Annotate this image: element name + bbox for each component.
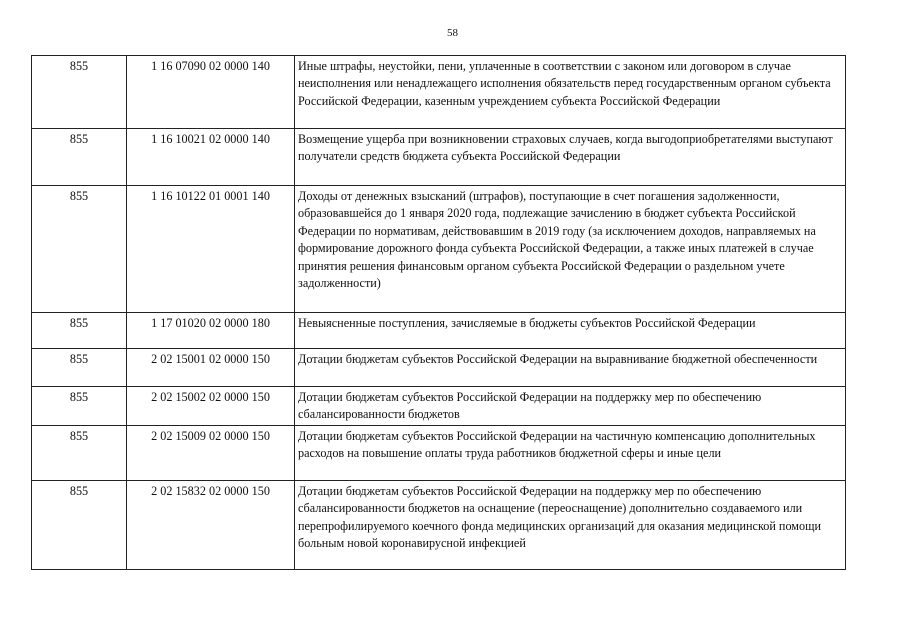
revenue-code-cell: 2 02 15832 02 0000 150 bbox=[127, 480, 295, 569]
table-row bbox=[32, 349, 846, 387]
revenue-code-cell: 2 02 15002 02 0000 150 bbox=[127, 387, 295, 426]
table-row bbox=[32, 186, 846, 313]
revenue-name-cell: Невыясненные поступления, зачисляемые в бюджеты субъектов Российской Федерации bbox=[295, 313, 846, 349]
budget-revenue-table bbox=[31, 55, 846, 570]
revenue-code-cell: 1 17 01020 02 0000 180 bbox=[127, 313, 295, 349]
table-row bbox=[32, 387, 846, 426]
revenue-name-cell: Дотации бюджетам субъектов Российской Федерации на выравнивание бюджетной обеспеченности bbox=[295, 349, 846, 387]
admin-code-cell: 855 bbox=[32, 387, 127, 426]
revenue-name-cell: Дотации бюджетам субъектов Российской Федерации на частичную компенсацию дополнительных расходов на повышение оплаты труда работников бюджетной сферы и иные цели bbox=[295, 425, 846, 480]
table-row bbox=[32, 129, 846, 186]
revenue-name-cell: Возмещение ущерба при возникновении страховых случаев, когда выгодоприобретателями выступают получатели средств бюджета субъекта Российской Федерации bbox=[295, 129, 846, 186]
revenue-name-cell: Иные штрафы, неустойки, пени, уплаченные в соответствии с законом или договором в случае неисполнения или ненадлежащего исполнения обязательств перед государственным органом субъекта Российской Федерации, казенным учреждением субъекта Российской Федерации bbox=[295, 56, 846, 129]
revenue-name-cell: Дотации бюджетам субъектов Российской Федерации на поддержку мер по обеспечению сбалансированности бюджетов bbox=[295, 387, 846, 426]
revenue-code-cell: 1 16 10021 02 0000 140 bbox=[127, 129, 295, 186]
page-number: 58 bbox=[447, 27, 458, 39]
admin-code-cell: 855 bbox=[32, 349, 127, 387]
admin-code-cell: 855 bbox=[32, 425, 127, 480]
table-row bbox=[32, 313, 846, 349]
admin-code-cell: 855 bbox=[32, 186, 127, 313]
revenue-name-cell: Дотации бюджетам субъектов Российской Федерации на поддержку мер по обеспечению сбалансированности бюджетов на оснащение (переоснащение) дополнительно создаваемого или перепрофилируемого коечного фонда медицинских организаций для оказания медицинской помощи больным новой коронавирусной инфекцией bbox=[295, 480, 846, 569]
revenue-name-cell: Доходы от денежных взысканий (штрафов), поступающие в счет погашения задолженности, образовавшейся до 1 января 2020 года, подлежащие зачислению в бюджет субъекта Российской Федерации по нормативам, действовавшим в 2019 году (за исключением доходов, направляемых на формирование дорожного фонда субъекта Российской Федерации, а также иных платежей в случае принятия решения финансовым органом субъекта Российской Федерации о раздельном учете задолженности) bbox=[295, 186, 846, 313]
table-row bbox=[32, 56, 846, 129]
admin-code-cell: 855 bbox=[32, 129, 127, 186]
revenue-code-cell: 2 02 15009 02 0000 150 bbox=[127, 425, 295, 480]
table-row bbox=[32, 480, 846, 569]
admin-code-cell: 855 bbox=[32, 480, 127, 569]
admin-code-cell: 855 bbox=[32, 313, 127, 349]
table-row bbox=[32, 425, 846, 480]
revenue-code-cell: 1 16 10122 01 0001 140 bbox=[127, 186, 295, 313]
revenue-code-cell: 2 02 15001 02 0000 150 bbox=[127, 349, 295, 387]
revenue-code-cell: 1 16 07090 02 0000 140 bbox=[127, 56, 295, 129]
admin-code-cell: 855 bbox=[32, 56, 127, 129]
